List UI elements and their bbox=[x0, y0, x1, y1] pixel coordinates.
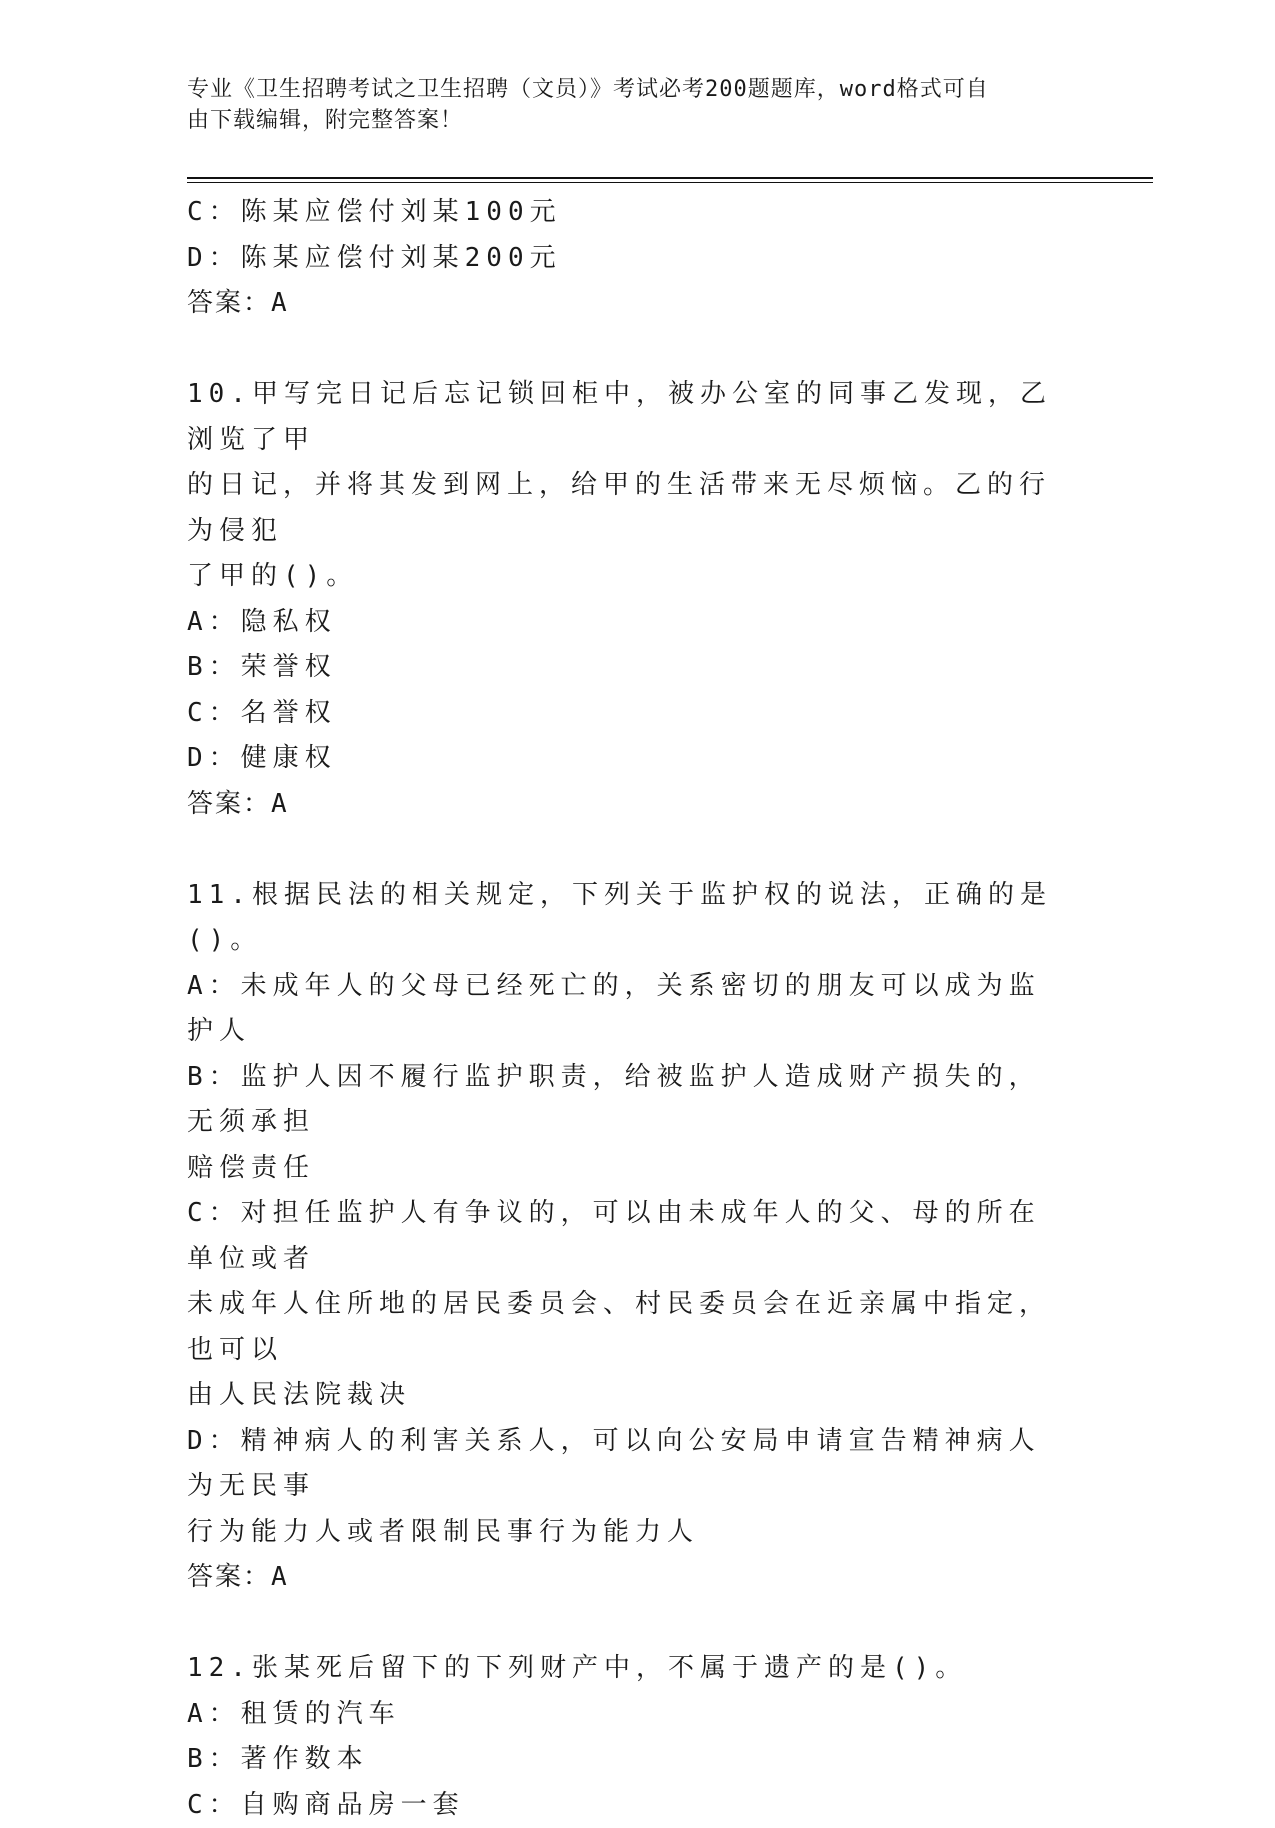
question-stem: 11.根据民法的相关规定，下列关于监护权的说法，正确的是()。 bbox=[187, 873, 1067, 964]
answer-line: 答案：A bbox=[187, 281, 1067, 327]
header-title-line-2: 由下载编辑，附完整答案！ bbox=[187, 105, 1067, 136]
option-c: C：陈某应偿付刘某100元 bbox=[187, 190, 1067, 236]
option-d-continued: 行为能力人或者限制民事行为能力人 bbox=[187, 1510, 1067, 1556]
option-b: B：著作数本 bbox=[187, 1737, 1067, 1783]
header-divider-thick bbox=[187, 177, 1153, 179]
question-11 bbox=[187, 873, 1067, 1601]
option-b: B：荣誉权 bbox=[187, 645, 1067, 691]
option-c: C：名誉权 bbox=[187, 691, 1067, 737]
question-spacer bbox=[187, 827, 1067, 873]
question-list bbox=[187, 190, 1067, 1828]
question-9-tail bbox=[187, 190, 1067, 327]
question-spacer bbox=[187, 1601, 1067, 1647]
option-c: C：对担任监护人有争议的，可以由未成年人的父、母的所在单位或者 bbox=[187, 1191, 1067, 1282]
option-c: C：自购商品房一套 bbox=[187, 1783, 1067, 1828]
option-a: A：租赁的汽车 bbox=[187, 1692, 1067, 1738]
option-c-continued: 未成年人住所地的居民委员会、村民委员会在近亲属中指定，也可以 bbox=[187, 1282, 1067, 1373]
option-d: D：精神病人的利害关系人，可以向公安局申请宣告精神病人为无民事 bbox=[187, 1419, 1067, 1510]
header-title-line-1: 专业《卫生招聘考试之卫生招聘（文员）》考试必考200题题库，word格式可自 bbox=[187, 74, 1067, 105]
header-divider-thin bbox=[187, 182, 1153, 183]
question-10 bbox=[187, 372, 1067, 827]
answer-line: 答案：A bbox=[187, 782, 1067, 828]
question-spacer bbox=[187, 327, 1067, 373]
option-a: A：隐私权 bbox=[187, 600, 1067, 646]
answer-line: 答案：A bbox=[187, 1555, 1067, 1601]
option-b: B：监护人因不履行监护职责，给被监护人造成财产损失的，无须承担 bbox=[187, 1055, 1067, 1146]
question-stem: 12.张某死后留下的下列财产中，不属于遗产的是()。 bbox=[187, 1646, 1067, 1692]
option-d: D：陈某应偿付刘某200元 bbox=[187, 236, 1067, 282]
question-stem: 10.甲写完日记后忘记锁回柜中，被办公室的同事乙发现，乙浏览了甲 bbox=[187, 372, 1067, 463]
question-stem: 的日记，并将其发到网上，给甲的生活带来无尽烦恼。乙的行为侵犯 bbox=[187, 463, 1067, 554]
document-header bbox=[187, 74, 1067, 136]
option-d: D：健康权 bbox=[187, 736, 1067, 782]
question-12 bbox=[187, 1646, 1067, 1828]
question-stem: 了甲的()。 bbox=[187, 554, 1067, 600]
option-b-continued: 赔偿责任 bbox=[187, 1146, 1067, 1192]
option-a: A：未成年人的父母已经死亡的，关系密切的朋友可以成为监护人 bbox=[187, 964, 1067, 1055]
option-c-continued: 由人民法院裁决 bbox=[187, 1373, 1067, 1419]
